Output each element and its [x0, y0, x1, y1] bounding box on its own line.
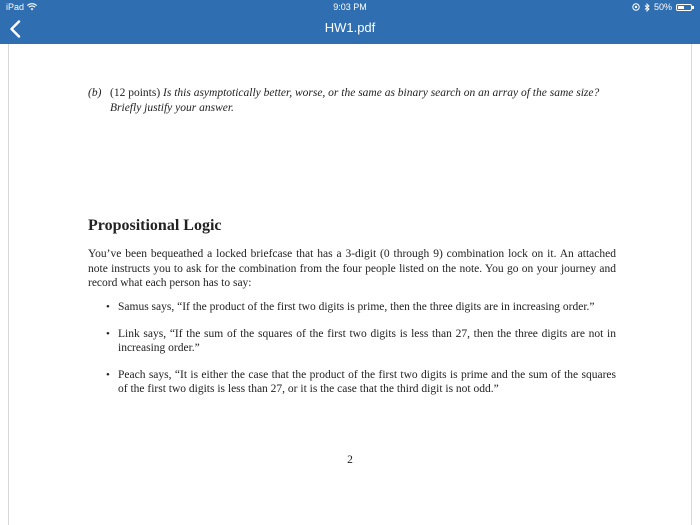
page-number: 2	[347, 454, 353, 466]
part-question: Is this asymptotically better, worse, or the same as binary search on an array of the same size? Briefly justify your answer.	[110, 87, 600, 114]
status-time: 9:03 PM	[333, 2, 367, 12]
battery-fill	[678, 6, 684, 9]
statement-list	[88, 300, 616, 409]
section-heading: Propositional Logic	[88, 217, 222, 234]
bullet-icon: •	[106, 368, 110, 381]
part-label: (b)	[88, 87, 102, 99]
part-b-text	[110, 86, 618, 115]
intro-paragraph: You’ve been bequeathed a locked briefcase that has a 3-digit (0 through 9) combination lock on it. An attached note instructs you to ask for the combination from the four people listed on the note. You go on your journey and record what each person has to say:	[88, 248, 616, 289]
document-title: HW1.pdf	[324, 20, 376, 35]
bluetooth-icon	[644, 3, 650, 12]
statement-text: Link says, “If the sum of the squares of the first two digits is less than 27, then the three digits are not in increasing order.”	[118, 327, 616, 354]
battery-percentage: 50%	[653, 2, 672, 12]
top-bar	[0, 0, 700, 44]
battery-icon	[676, 4, 692, 11]
list-item	[88, 300, 616, 315]
list-item	[88, 327, 616, 356]
location-icon	[632, 3, 640, 11]
question-part-b	[88, 86, 618, 115]
statement-text: Peach says, “It is either the case that the product of the first two digits is prime and the sum of the squares of the first two digits is less than 27, or it is the case that the third digit is not odd.”	[118, 368, 616, 395]
status-bar-right	[632, 1, 692, 13]
carrier-label: iPad	[6, 2, 25, 12]
statement-text: Samus says, “If the product of the first two digits is prime, then the three digits are in increasing order.”	[118, 301, 595, 313]
part-points: (12 points)	[110, 87, 161, 99]
bullet-icon: •	[106, 327, 110, 340]
bullet-icon: •	[106, 301, 110, 313]
list-item	[88, 368, 616, 397]
